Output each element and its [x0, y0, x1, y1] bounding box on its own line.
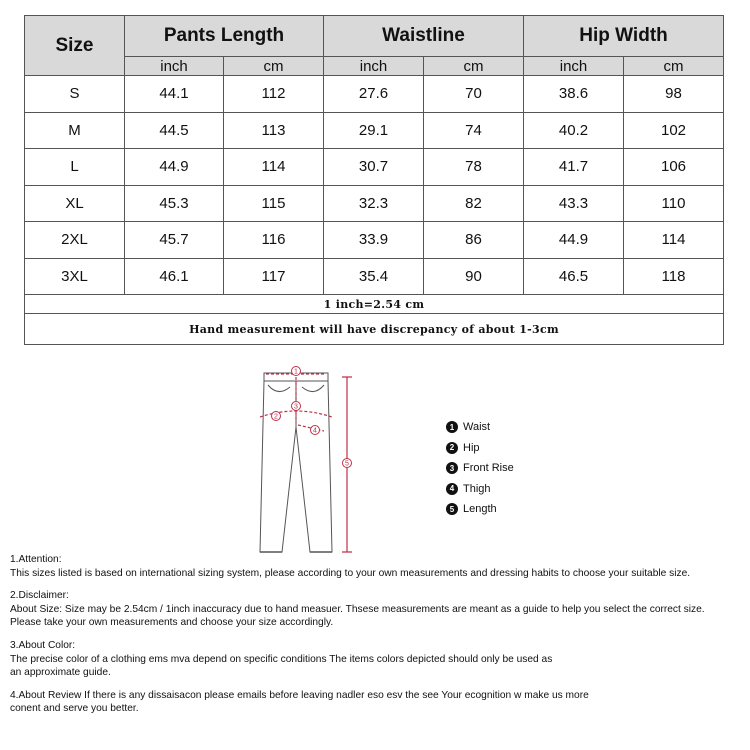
value-cell: 116	[224, 222, 324, 259]
unit-cell: cm	[224, 57, 324, 76]
value-cell: 32.3	[324, 185, 424, 222]
number-badge-icon: 1	[446, 421, 458, 433]
number-badge-icon: 5	[446, 503, 458, 515]
note-block	[10, 639, 745, 680]
header-size: Size	[25, 16, 125, 76]
legend-item	[446, 438, 514, 459]
note-block	[10, 689, 745, 716]
legend-label: Front Rise	[463, 462, 514, 475]
value-cell: 114	[224, 149, 324, 186]
pocket-right	[302, 385, 324, 392]
value-cell: 35.4	[324, 258, 424, 295]
notes-section	[10, 553, 745, 725]
size-chart-table	[24, 15, 724, 345]
marker-3-label: 3	[294, 403, 298, 411]
value-cell: 41.7	[524, 149, 624, 186]
pants-measurement-diagram	[250, 365, 365, 560]
conversion-note: 1 inch=2.54 cm	[25, 295, 724, 314]
marker-4-label: 4	[313, 427, 317, 435]
note-text: This sizes listed is based on international sizing system, please according to your own measurements and dressing habits to choose your suitable size.	[10, 567, 691, 579]
value-cell: 114	[624, 222, 724, 259]
size-cell: 2XL	[25, 222, 125, 259]
note-text: conent and serve you better.	[10, 703, 139, 715]
value-cell: 90	[424, 258, 524, 295]
header-pants-length: Pants Length	[125, 16, 324, 57]
value-cell: 46.5	[524, 258, 624, 295]
unit-cell: cm	[424, 57, 524, 76]
value-cell: 86	[424, 222, 524, 259]
measurement-legend	[446, 417, 514, 520]
marker-1-label: 1	[294, 368, 298, 376]
value-cell: 78	[424, 149, 524, 186]
table-row	[25, 185, 724, 222]
note-title: 2.Disclaimer:	[10, 590, 69, 602]
value-cell: 40.2	[524, 112, 624, 149]
legend-item	[446, 499, 514, 520]
note-text: The precise color of a clothing ems mva depend on specific conditions The items colors depicted should only be used as	[10, 653, 553, 665]
number-badge-icon: 3	[446, 462, 458, 474]
discrepancy-row	[25, 314, 724, 345]
unit-cell: cm	[624, 57, 724, 76]
value-cell: 29.1	[324, 112, 424, 149]
unit-cell: inch	[125, 57, 224, 76]
legend-item	[446, 479, 514, 500]
value-cell: 44.9	[125, 149, 224, 186]
value-cell: 27.6	[324, 76, 424, 113]
marker-5-label: 5	[345, 460, 349, 468]
value-cell: 44.5	[125, 112, 224, 149]
legend-label: Waist	[463, 421, 491, 434]
marker-1	[292, 367, 301, 376]
value-cell: 33.9	[324, 222, 424, 259]
table-row	[25, 112, 724, 149]
value-cell: 115	[224, 185, 324, 222]
unit-row	[25, 57, 724, 76]
value-cell: 70	[424, 76, 524, 113]
note-text: 4.About Review If there is any dissaisacon please emails before leaving nadler eso esv the see Your ecognition w make us more	[10, 689, 589, 701]
table-header-row	[25, 16, 724, 57]
value-cell: 44.9	[524, 222, 624, 259]
value-cell: 30.7	[324, 149, 424, 186]
value-cell: 45.3	[125, 185, 224, 222]
note-title: 3.About Color:	[10, 639, 76, 651]
unit-cell: inch	[324, 57, 424, 76]
legend-item	[446, 417, 514, 438]
number-badge-icon: 4	[446, 483, 458, 495]
value-cell: 102	[624, 112, 724, 149]
note-block	[10, 553, 745, 580]
value-cell: 45.7	[125, 222, 224, 259]
value-cell: 118	[624, 258, 724, 295]
unit-cell: inch	[524, 57, 624, 76]
size-cell: 3XL	[25, 258, 125, 295]
value-cell: 74	[424, 112, 524, 149]
value-cell: 117	[224, 258, 324, 295]
value-cell: 82	[424, 185, 524, 222]
marker-2	[272, 412, 281, 421]
value-cell: 46.1	[125, 258, 224, 295]
value-cell: 44.1	[125, 76, 224, 113]
legend-label: Length	[463, 503, 497, 516]
size-cell: S	[25, 76, 125, 113]
value-cell: 110	[624, 185, 724, 222]
table-row	[25, 76, 724, 113]
note-block	[10, 589, 745, 630]
value-cell: 113	[224, 112, 324, 149]
marker-4	[311, 426, 320, 435]
marker-3	[292, 402, 301, 411]
header-hip-width: Hip Width	[524, 16, 724, 57]
table-row	[25, 258, 724, 295]
conversion-row	[25, 295, 724, 314]
header-waistline: Waistline	[324, 16, 524, 57]
legend-item	[446, 458, 514, 479]
table-row	[25, 222, 724, 259]
size-cell: L	[25, 149, 125, 186]
value-cell: 106	[624, 149, 724, 186]
note-text: an approximate guide.	[10, 667, 111, 679]
pocket-left	[268, 385, 290, 392]
value-cell: 112	[224, 76, 324, 113]
note-text: About Size: Size may be 2.54cm / 1inch inaccuracy due to hand measuer. Thsese measurements are meant as a guide to help you select the correct size.	[10, 603, 705, 615]
table-row	[25, 149, 724, 186]
size-cell: M	[25, 112, 125, 149]
legend-label: Hip	[463, 441, 480, 454]
discrepancy-note: Hand measurement will have discrepancy of about 1-3cm	[25, 314, 724, 345]
value-cell: 38.6	[524, 76, 624, 113]
marker-5	[343, 459, 352, 468]
marker-2-label: 2	[274, 413, 278, 421]
note-title: 1.Attention:	[10, 554, 62, 565]
value-cell: 98	[624, 76, 724, 113]
number-badge-icon: 2	[446, 442, 458, 454]
note-text: Please take your own measurements and choose your size accordingly.	[10, 617, 334, 629]
value-cell: 43.3	[524, 185, 624, 222]
size-cell: XL	[25, 185, 125, 222]
legend-label: Thigh	[463, 482, 491, 495]
